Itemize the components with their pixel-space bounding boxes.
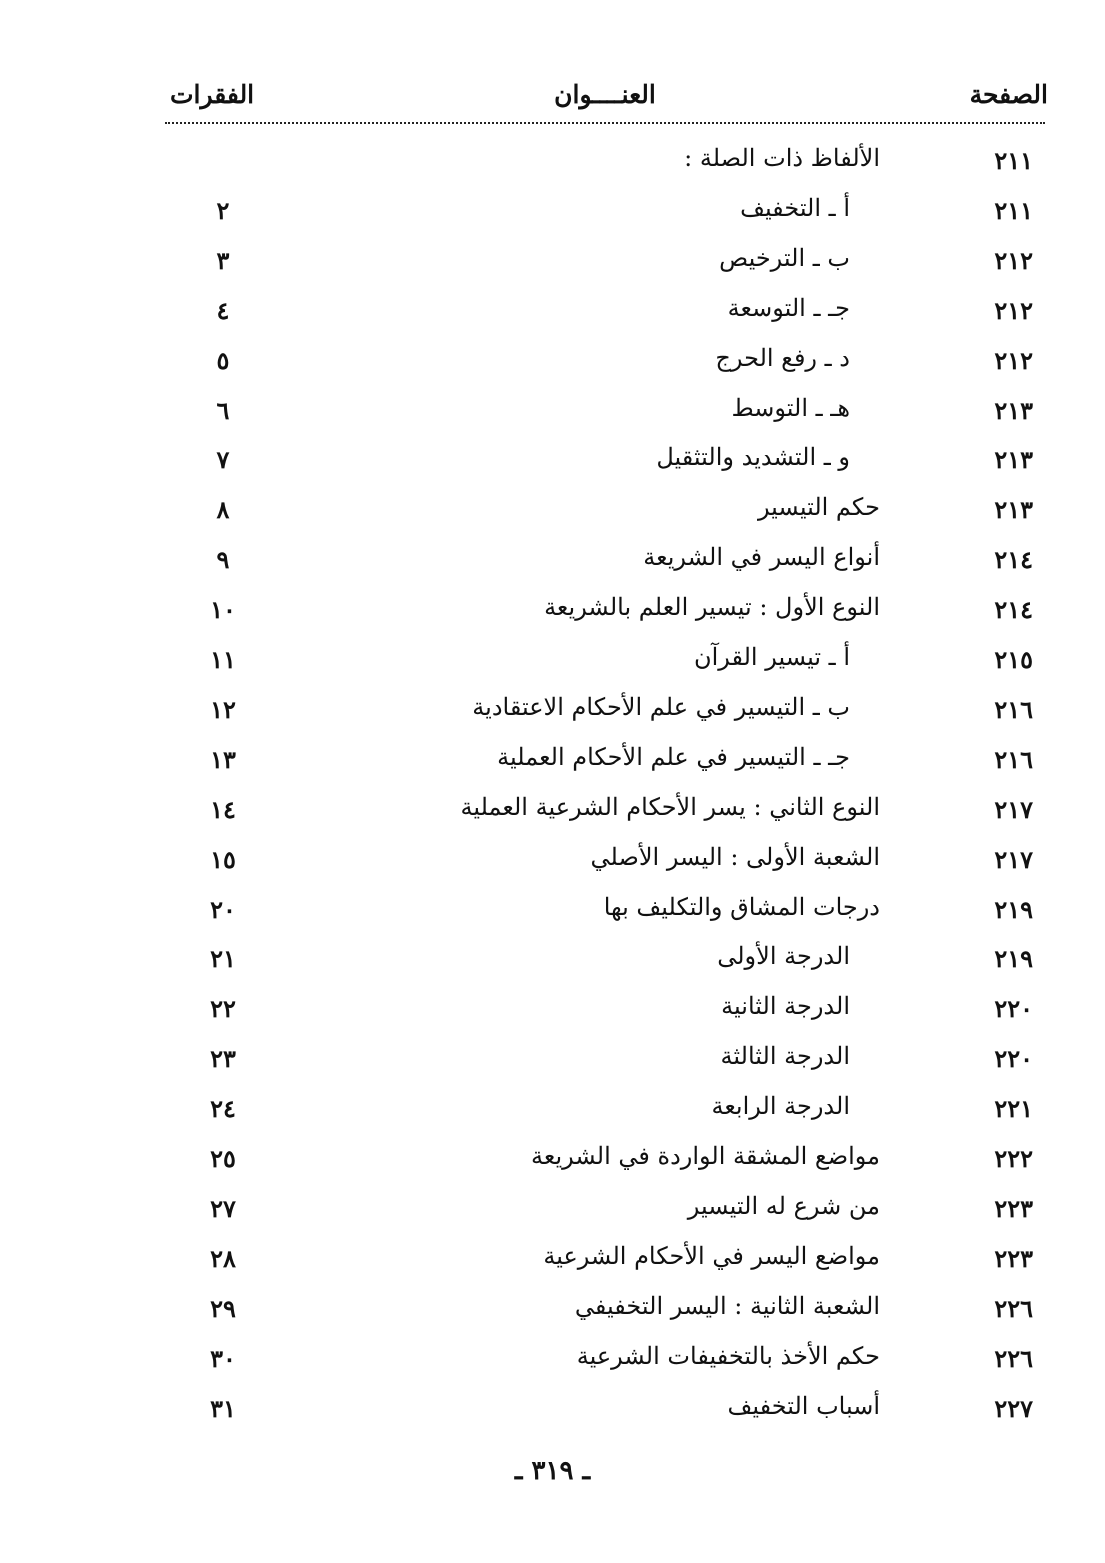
toc-entry-title: هـ ـ التوسط: [731, 394, 850, 422]
toc-entry-title: أ ـ التخفيف: [740, 194, 850, 222]
toc-paragraph-number: ٣١: [210, 1394, 236, 1423]
toc-entry-title: الشعبة الأولى : اليسر الأصلي: [590, 843, 880, 871]
toc-page-number: ٢١٦: [994, 745, 1033, 774]
toc-entry-title: أنواع اليسر في الشريعة: [643, 543, 880, 571]
toc-row: [0, 290, 1105, 340]
header-paragraphs-label: الفقرات: [170, 80, 255, 109]
toc-page-number: ٢٢٢: [994, 1144, 1033, 1173]
toc-paragraph-number: ٢٣: [210, 1044, 236, 1073]
toc-page-number: ٢١٣: [994, 495, 1033, 524]
page-number: ـ ٣١٩ ـ: [514, 1456, 591, 1486]
toc-row: [0, 1038, 1105, 1088]
toc-paragraph-number: ٢١: [210, 944, 236, 973]
toc-row: [0, 140, 1105, 190]
toc-entry-title: درجات المشاق والتكليف بها: [603, 893, 880, 921]
table-of-contents: [0, 140, 1105, 1440]
toc-paragraph-number: ١٢: [210, 695, 236, 724]
toc-entry-title: و ـ التشديد والتثقيل: [656, 443, 850, 471]
toc-page-number: ٢١٣: [994, 396, 1033, 425]
toc-page-number: ٢٢٧: [994, 1394, 1033, 1423]
toc-page-number: ٢٢٦: [994, 1344, 1033, 1373]
toc-paragraph-number: ٨: [216, 495, 230, 524]
toc-entry-title: حكم التيسير: [757, 493, 880, 521]
toc-row: [0, 539, 1105, 589]
toc-entry-title: مواضع اليسر في الأحكام الشرعية: [543, 1242, 880, 1270]
toc-entry-title: النوع الأول : تيسير العلم بالشريعة: [544, 593, 880, 621]
toc-page-number: ٢١٧: [994, 845, 1033, 874]
toc-paragraph-number: ١٠: [210, 595, 236, 624]
toc-row: [0, 1338, 1105, 1388]
toc-page-number: ٢٢٣: [994, 1244, 1033, 1273]
toc-entry-title: حكم الأخذ بالتخفيفات الشرعية: [576, 1342, 880, 1370]
toc-entry-title: من شرع له التيسير: [687, 1192, 880, 1220]
toc-entry-title: أسباب التخفيف: [727, 1392, 880, 1420]
toc-row: [0, 1138, 1105, 1188]
table-header: [160, 80, 1050, 120]
toc-page-number: ٢١٩: [994, 944, 1033, 973]
toc-page-number: ٢١٤: [994, 595, 1033, 624]
toc-paragraph-number: ٢٠: [210, 895, 236, 924]
toc-row: [0, 689, 1105, 739]
toc-row: [0, 390, 1105, 440]
toc-entry-title: الشعبة الثانية : اليسر التخفيفي: [574, 1292, 880, 1320]
toc-page-number: ٢١٣: [994, 445, 1033, 474]
toc-entry-title: النوع الثاني : يسر الأحكام الشرعية العملية: [460, 793, 880, 821]
toc-row: [0, 789, 1105, 839]
toc-page-number: ٢١١: [994, 196, 1033, 225]
toc-entry-title: جـ ـ التيسير في علم الأحكام العملية: [497, 743, 850, 771]
toc-page-number: ٢١١: [994, 146, 1033, 175]
toc-page-number: ٢٢٣: [994, 1194, 1033, 1223]
toc-page-number: ٢١٩: [994, 895, 1033, 924]
toc-entry-title: أ ـ تيسير القرآن: [693, 643, 850, 671]
toc-row: [0, 1288, 1105, 1338]
toc-page-number: ٢٢٠: [994, 1044, 1033, 1073]
toc-paragraph-number: ١٣: [210, 745, 236, 774]
toc-row: [0, 1088, 1105, 1138]
toc-entry-title: جـ ـ التوسعة: [727, 294, 850, 322]
toc-paragraph-number: ٤: [216, 296, 230, 325]
toc-row: [0, 1188, 1105, 1238]
dotted-divider: [165, 122, 1045, 124]
header-title-label: العنــــوان: [554, 80, 656, 109]
toc-paragraph-number: ٢٨: [210, 1244, 236, 1273]
toc-paragraph-number: ٢٩: [210, 1294, 236, 1323]
toc-row: [0, 439, 1105, 489]
toc-entry-title: الألفاظ ذات الصلة :: [684, 144, 880, 172]
toc-entry-title: الدرجة الثانية: [721, 992, 850, 1020]
toc-page-number: ٢١٢: [994, 246, 1033, 275]
toc-page-number: ٢٢١: [994, 1094, 1033, 1123]
toc-row: [0, 190, 1105, 240]
toc-row: [0, 988, 1105, 1038]
toc-page-number: ٢٢٦: [994, 1294, 1033, 1323]
toc-page-number: ٢١٢: [994, 346, 1033, 375]
toc-row: [0, 589, 1105, 639]
toc-entry-title: مواضع المشقة الواردة في الشريعة: [531, 1142, 880, 1170]
toc-paragraph-number: ٢: [216, 196, 230, 225]
toc-page-number: ٢٢٠: [994, 994, 1033, 1023]
toc-page-number: ٢١٢: [994, 296, 1033, 325]
toc-entry-title: الدرجة الأولى: [717, 942, 850, 970]
toc-paragraph-number: ٣: [216, 246, 230, 275]
toc-entry-title: الدرجة الثالثة: [720, 1042, 850, 1070]
toc-page-number: ٢١٦: [994, 695, 1033, 724]
toc-row: [0, 1238, 1105, 1288]
toc-row: [0, 938, 1105, 988]
toc-entry-title: ب ـ التيسير في علم الأحكام الاعتقادية: [472, 693, 850, 721]
toc-entry-title: الدرجة الرابعة: [711, 1092, 850, 1120]
toc-row: [0, 739, 1105, 789]
toc-paragraph-number: ٢٥: [210, 1144, 236, 1173]
toc-paragraph-number: ٢٢: [210, 994, 236, 1023]
toc-paragraph-number: ١١: [210, 645, 236, 674]
toc-paragraph-number: ٢٧: [210, 1194, 236, 1223]
header-page-label: الصفحة: [969, 80, 1048, 109]
toc-paragraph-number: ٧: [216, 445, 230, 474]
toc-page-number: ٢١٤: [994, 545, 1033, 574]
toc-row: [0, 489, 1105, 539]
toc-row: [0, 839, 1105, 889]
toc-page-number: ٢١٥: [994, 645, 1033, 674]
toc-paragraph-number: ٩: [216, 545, 230, 574]
toc-row: [0, 1388, 1105, 1438]
toc-paragraph-number: ٢٤: [210, 1094, 236, 1123]
toc-row: [0, 240, 1105, 290]
toc-paragraph-number: ١٤: [210, 795, 236, 824]
toc-entry-title: ب ـ الترخيص: [719, 244, 850, 272]
toc-paragraph-number: ٣٠: [210, 1344, 236, 1373]
toc-paragraph-number: ٦: [216, 396, 230, 425]
toc-paragraph-number: ١٥: [210, 845, 236, 874]
toc-row: [0, 340, 1105, 390]
toc-page-number: ٢١٧: [994, 795, 1033, 824]
toc-paragraph-number: ٥: [216, 346, 230, 375]
toc-entry-title: د ـ رفع الحرج: [715, 344, 850, 372]
toc-row: [0, 889, 1105, 939]
toc-row: [0, 639, 1105, 689]
